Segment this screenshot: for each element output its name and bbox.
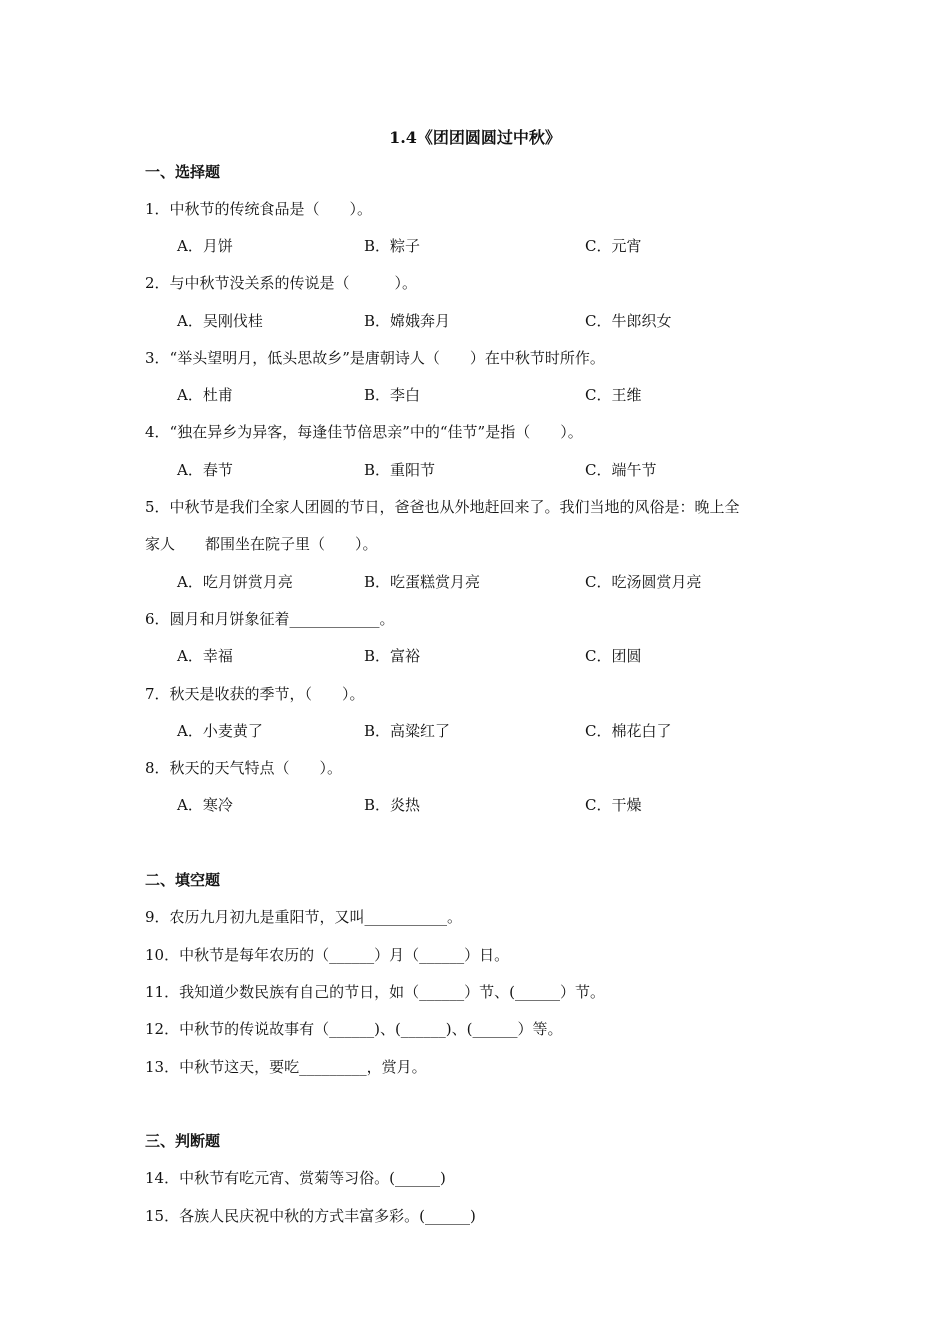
q5-option-a: A．吃月饼赏月亮 bbox=[177, 573, 293, 591]
q3-option-a: A．杜甫 bbox=[177, 386, 233, 404]
question-5-continued: 家人 都围坐在院子里（ ）。 bbox=[145, 535, 378, 553]
question-8: 8．秋天的天气特点（ ）。 bbox=[145, 759, 343, 777]
question-11: 11．我知道少数民族有自己的节日，如（______）节、(______）节。 bbox=[145, 983, 605, 1001]
q7-option-c: C．棉花白了 bbox=[585, 722, 672, 740]
question-15: 15．各族人民庆祝中秋的方式丰富多彩。(______) bbox=[145, 1207, 476, 1225]
question-5: 5．中秋节是我们全家人团圆的节日，爸爸也从外地赶回来了。我们当地的风俗是：晚上全 bbox=[145, 498, 740, 516]
q7-option-b: B．高粱红了 bbox=[364, 722, 451, 740]
q6-option-c: C．团圆 bbox=[585, 647, 642, 665]
q1-option-b: B．粽子 bbox=[364, 237, 421, 255]
worksheet-title: 1.4《团团圆圆过中秋》 bbox=[389, 128, 561, 147]
question-12: 12．中秋节的传说故事有（______)、(______)、(______）等。 bbox=[145, 1020, 563, 1038]
question-4: 4．“独在异乡为异客，每逢佳节倍思亲”中的“佳节”是指（ ）。 bbox=[145, 423, 583, 441]
question-13: 13．中秋节这天，要吃_________，赏月。 bbox=[145, 1058, 427, 1076]
question-7: 7．秋天是收获的季节，（ ）。 bbox=[145, 685, 365, 703]
section-heading-choice: 一、选择题 bbox=[145, 163, 221, 181]
q4-option-c: C．端午节 bbox=[585, 461, 657, 479]
q6-option-b: B．富裕 bbox=[364, 647, 421, 665]
q4-option-a: A．春节 bbox=[177, 461, 233, 479]
question-2: 2．与中秋节没关系的传说是（ ）。 bbox=[145, 274, 418, 292]
q5-option-c: C．吃汤圆赏月亮 bbox=[585, 573, 702, 591]
q8-option-a: A．寒冷 bbox=[177, 796, 233, 814]
q1-option-c: C．元宵 bbox=[585, 237, 642, 255]
q4-option-b: B．重阳节 bbox=[364, 461, 436, 479]
section-heading-judge: 三、判断题 bbox=[145, 1132, 221, 1150]
q3-option-b: B．李白 bbox=[364, 386, 421, 404]
q5-option-b: B．吃蛋糕赏月亮 bbox=[364, 573, 481, 591]
q3-option-c: C．王维 bbox=[585, 386, 642, 404]
question-14: 14．中秋节有吃元宵、赏菊等习俗。(______) bbox=[145, 1169, 446, 1187]
q8-option-b: B．炎热 bbox=[364, 796, 421, 814]
q7-option-a: A．小麦黄了 bbox=[177, 722, 263, 740]
q2-option-b: B．嫦娥奔月 bbox=[364, 312, 451, 330]
q6-option-a: A．幸福 bbox=[177, 647, 233, 665]
question-9: 9．农历九月初九是重阳节，又叫___________。 bbox=[145, 908, 463, 926]
question-3: 3．“举头望明月，低头思故乡”是唐朝诗人（ ）在中秋节时所作。 bbox=[145, 349, 605, 367]
q2-option-a: A．吴刚伐桂 bbox=[177, 312, 263, 330]
q2-option-c: C．牛郎织女 bbox=[585, 312, 672, 330]
section-heading-fill: 二、填空题 bbox=[145, 871, 221, 889]
q8-option-c: C．干燥 bbox=[585, 796, 642, 814]
question-10: 10．中秋节是每年农历的（______）月（______）日。 bbox=[145, 946, 510, 964]
question-6: 6．圆月和月饼象征着____________。 bbox=[145, 610, 395, 628]
q1-option-a: A．月饼 bbox=[177, 237, 233, 255]
question-1: 1．中秋节的传统食品是（ ）。 bbox=[145, 200, 373, 218]
